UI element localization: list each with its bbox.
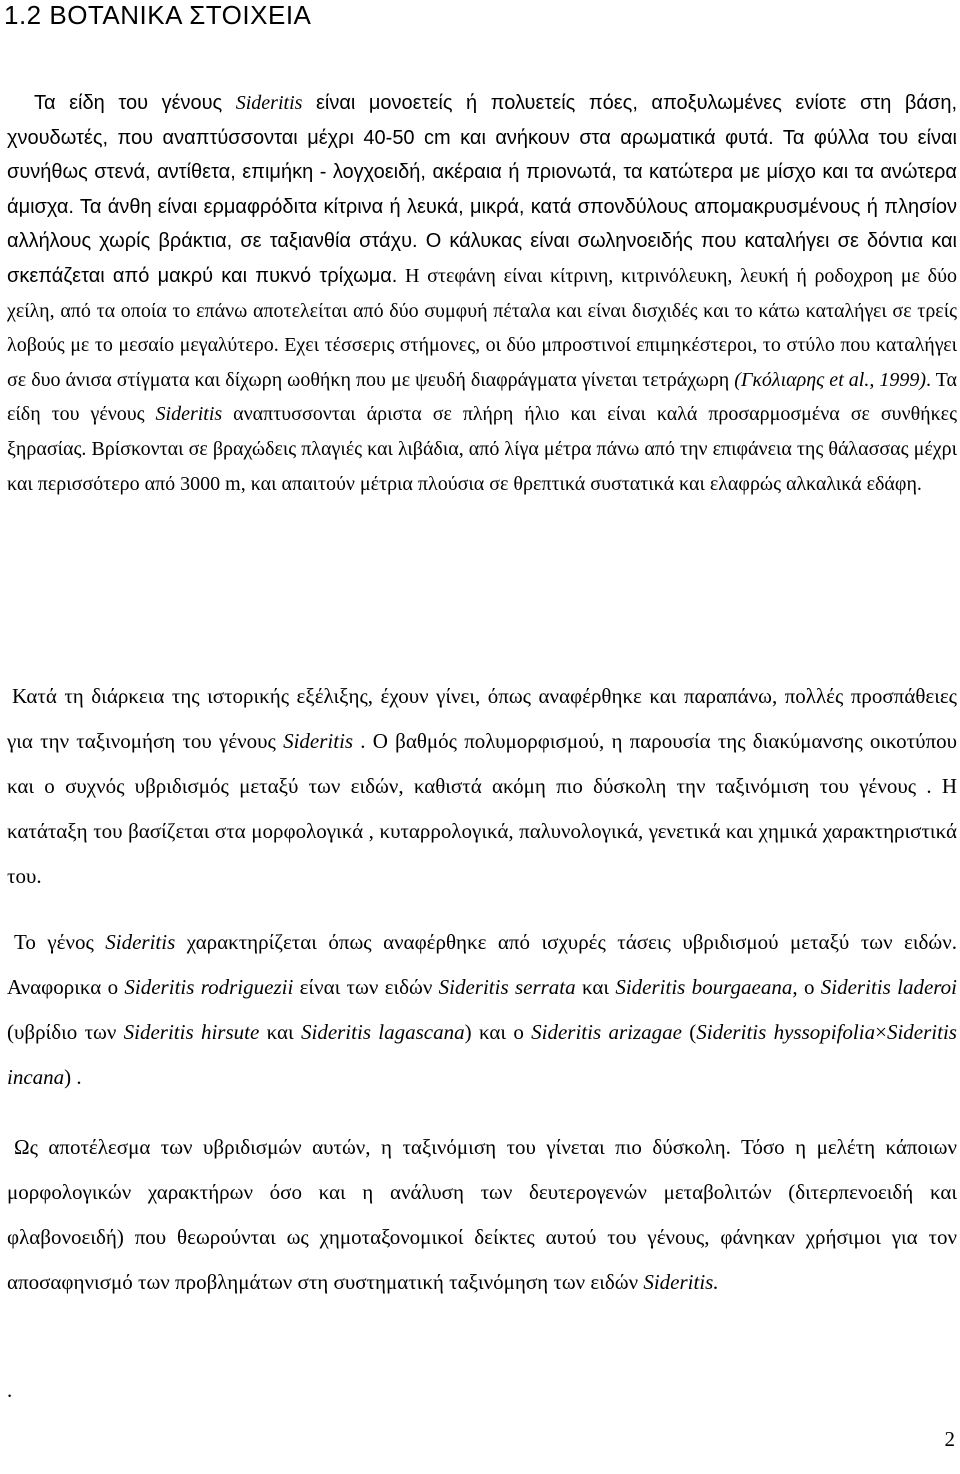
text-run: χαρακτηρίζεται όπως αναφέρθηκε από ισχυρές τάσεις υβριδισμού μεταξύ των ειδών. Αναφορικα ο [7,930,957,999]
paragraph-botanical-description [7,86,957,501]
taxon-name: Sideritis [235,92,303,114]
taxon-name: Sideritis [105,930,176,954]
cross-symbol: × [875,1020,887,1044]
text-run: , ο [792,975,821,999]
page-number: 2 [944,1427,955,1451]
text-run: Ως αποτέλεσμα των υβριδισμών αυτών, η ταξινόμιση του γίνεται πιο δύσκολη. Τόσο η μελέτη κάποιων μορφολογικών χαρακτήρων όσο και η ανάλυση των δευτερογενών μεταβολιτών (διτερπενοειδή και φλαβονοειδή) που θεωρούνται ως χημοταξονομικοί δείκτες αυτού του γένους, φάνηκαν χρήσιμοι για τον αποσαφηνισμό των προβλημάτων στη συστηματική ταξινόμηση των ειδών [7,1135,957,1294]
taxon-name: Sideritis. [643,1270,719,1294]
text-run: είναι μονοετείς ή πολυετείς πόες, αποξυλωμένες ενίοτε στη βάση, χνουδωτές, που αναπτύσσονται μέχρι 40-50 cm και ανήκουν στα αρωματικά φυτά. Τα φύλλα του είναι συνήθως στενά, αντίθετα, επιμήκη - λογχοειδή, ακέραια ή πριονωτά, τα κατώτερα με μίσχο και τα ανώτερα άμισχα. Τα άνθη είναι ερμαφρόδιτα κίτρινα ή λευκά, μικρά, κατά σπονδύλους απομακρυσμένους ή πλησίον αλλήλους χωρίς βράκτια, σε ταξιανθία στάχυ. Ο κάλυκας είναι σωληνοειδής που καταλήγει σε δόντια και σκεπάζεται από μακρύ και πυκνό τρίχωμα. [7,92,957,287]
taxon-name: Sideritis hirsute [123,1020,260,1044]
citation: (Γκόλιαρης et al., 1999) [734,368,927,391]
taxon-name: Sideritis bourgaeana [615,975,793,999]
taxon-name: Sideritis [283,729,354,753]
text-run: είναι των ειδών [293,975,439,999]
text-run: . Ο βαθμός πολυμορφισμού, η παρουσία της διακύμανσης οικοτύπου και ο συχνός υβριδισμός μεταξύ των ειδών, καθιστά ακόμη πιο δύσκολη την ταξινόμιση του γένους . Η κατάταξη του βασίζεται στα μορφολογικά , κυταρρολογικά, παλυνολογικά, γενετικά και χημικά χαρακτηριστικά του. [7,729,957,888]
taxon-name: Sideritis incana [7,1020,957,1089]
taxon-name: Sideritis lagascana [300,1020,465,1044]
text-run: Το γένος [14,930,106,954]
text-run: . Τα είδη του γένους [7,368,957,426]
text-run: και [259,1020,301,1044]
taxon-name: Sideritis rodriguezii [124,975,294,999]
text-run: Τα είδη του γένους [34,92,236,114]
paragraph-hybridization [7,920,957,1100]
text-run: (υβρίδιο των [7,1020,124,1044]
paragraph-classification-history [7,674,957,899]
taxon-name: Sideritis hyssopifolia [696,1020,876,1044]
text-run: Η στεφάνη είναι κίτρινη, κιτρινόλευκη, λευκή ή ροδοχροη με δύο χείλη, από τα οποία το επάνω αποτελείται από δύο συμφυή πέταλα και είναι δισχιδές και το κάτω καταλήγει σε τρείς λοβούς με το μεσαίο μεγαλύτερο. Εχει τέσσερις στήμονες, οι δύο μπροστινοί επιμηκέστεροι, το στύλο που καταλήγει σε δυο άνισα στίγματα και δίχωρη ωοθήκη που με ψευδή διαφράγματα γίνεται τετράχωρη [7,264,957,391]
text-run: ( [681,1020,697,1044]
taxon-name: Sideritis laderoi [820,975,957,999]
text-run: ) . [64,1065,82,1089]
text-run: αναπτυσσονται άριστα σε πλήρη ήλιο και είναι καλά προσαρμοσμένα σε συνθήκες ξηρασίας. Βρίσκονται σε βραχώδεις πλαγιές και λιβάδια, από λίγα μέτρα πάνω από την επιφάνεια της θάλασσας μέχρι και περισσότερο από 3000 m, και απαιτούν μέτρια πλούσια σε θρεπτικά συστατικά και ελαφρώς αλκαλικά εδάφη. [7,403,958,495]
section-heading: 1.2 ΒΟΤΑΝΙΚΑ ΣΤΟΙΧΕΙΑ [4,0,312,30]
taxon-name: Sideritis arizagae [531,1020,682,1044]
text-run: ) και ο [464,1020,532,1044]
taxon-name: Sideritis serrata [438,975,576,999]
taxon-name: Sideritis [155,403,223,426]
stray-dot: . [7,1378,13,1402]
text-run: Κατά τη διάρκεια της ιστορικής εξέλιξης, έχουν γίνει, όπως αναφέρθηκε και παραπάνω, πολλές προσπάθειες για την ταξινομήση του γένους [7,684,957,753]
paragraph-results [7,1125,957,1305]
text-run: και [575,975,616,999]
